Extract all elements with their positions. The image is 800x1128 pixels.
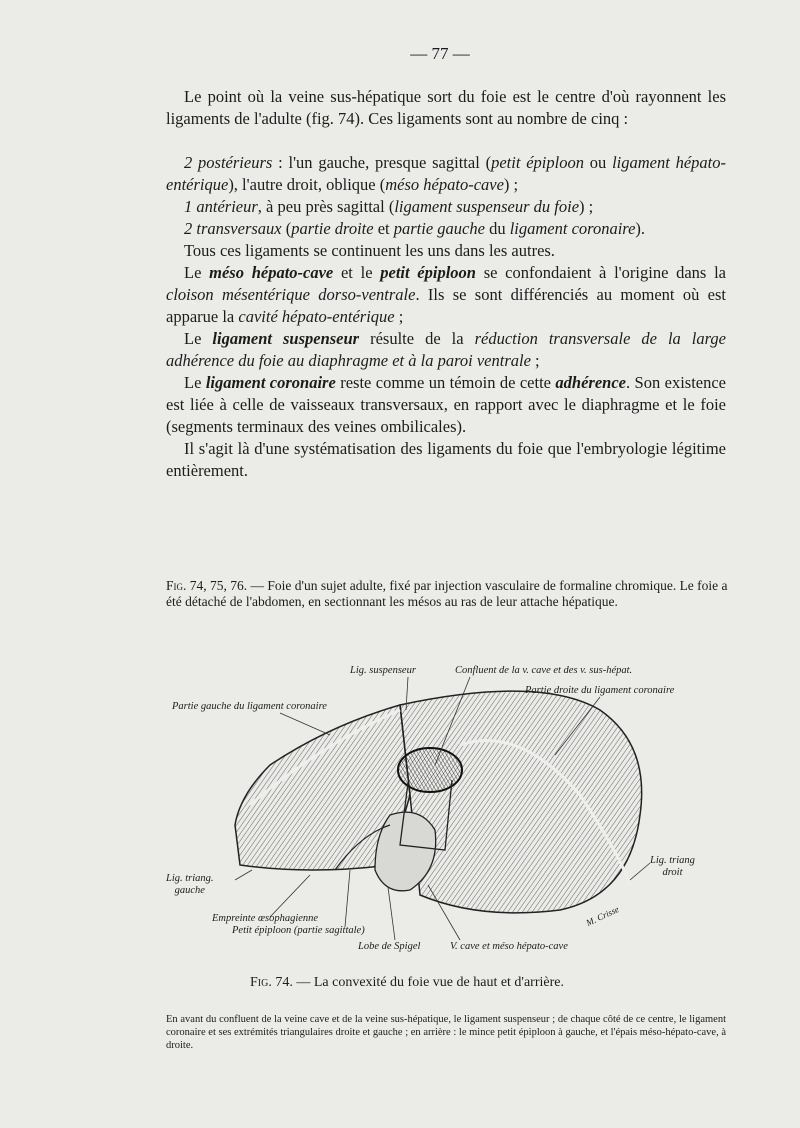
figure-title: Fig. 74. — La convexité du foie vue de haut et d'arrière. bbox=[250, 975, 564, 990]
figure-caption: Fig. 74, 75, 76. — Foie d'un sujet adulte, fixé par injection vasculaire de formaline chromique. Le foie a été détaché de l'abdomen, en sectionnant les mésos au ras de leur attache hépatique. bbox=[166, 578, 728, 609]
label-partie-gauche: Partie gauche du ligament coronaire bbox=[172, 701, 327, 712]
ligament-list-item-anterior: 1 antérieur, à peu près sagittal (ligament suspenseur du foie) ; bbox=[184, 197, 594, 216]
label-lig-triang-gauche: Lig. triang. gauche bbox=[166, 873, 214, 896]
ligament-list-item-posterior: 2 postérieurs : l'un gauche, presque sagittal (petit épiploon ou ligament hépato-entérique), l'autre droit, oblique (méso hépato-cave) ; bbox=[166, 153, 727, 194]
paragraph-conclusion: Il s'agit là d'une systématisation des ligaments du foie que l'embryologie légitime entièrement. bbox=[166, 439, 726, 480]
paragraph-meso: Le méso hépato-cave et le petit épiploon se confondaient à l'origine dans la cloison mésentérique dorso-ventrale. Ils se sont différenciés au moment où est apparue la cavité hépato-entérique ; bbox=[166, 263, 726, 326]
label-lobe-spigel: Lobe de Spigel bbox=[358, 941, 421, 952]
label-confluent: Confluent de la v. cave et des v. sus-hépat. bbox=[455, 665, 633, 676]
ligament-list-item-transverse: 2 transversaux (partie droite et partie gauche du ligament coronaire). bbox=[184, 219, 646, 238]
label-lig-triang-droit: Lig. triang droit bbox=[650, 855, 695, 878]
label-empreinte: Empreinte œsophagienne bbox=[212, 913, 319, 924]
label-partie-droite: Partie droite du ligament coronaire bbox=[525, 685, 675, 696]
label-petit-epiploon: Petit épiploon (partie sagittale) bbox=[232, 925, 365, 936]
label-lig-suspenseur: Lig. suspenseur bbox=[350, 665, 416, 676]
liver-illustration bbox=[160, 655, 760, 965]
page-number: — 77 — bbox=[410, 44, 470, 63]
figure-note: En avant du confluent de la veine cave et de la veine sus-hépatique, le ligament suspenseur ; de chaque côté de ce centre, le ligament coronaire et ses extrémités triangulaires droite et gauche ; en arrière : le mince petit épiploon à gauche, et l'épais méso-hépato-cave, à droite. bbox=[166, 1014, 726, 1051]
label-v-cave: V. cave et méso hépato-cave bbox=[450, 941, 568, 952]
intro-paragraph: Le point où la veine sus-hépatique sort du foie est le centre d'où rayonnent les ligaments de l'adulte (fig. 74). Ces ligaments sont au nombre de cinq : bbox=[166, 87, 726, 128]
paragraph-coronaire: Le ligament coronaire reste comme un témoin de cette adhérence. Son existence est liée à celle de vaisseaux transversaux, en rapport avec le diaphragme et le foie (segments terminaux des veines ombilicales). bbox=[166, 373, 726, 436]
artist-signature: M. Crisse bbox=[584, 904, 621, 928]
paragraph-suspenseur: Le ligament suspenseur résulte de la réduction transversale de la large adhérence du foie au diaphragme et à la paroi ventrale ; bbox=[166, 329, 727, 370]
paragraph-continuity: Tous ces ligaments se continuent les uns dans les autres. bbox=[184, 241, 555, 260]
main-text bbox=[166, 86, 726, 482]
liver-right-lobe bbox=[400, 691, 642, 913]
